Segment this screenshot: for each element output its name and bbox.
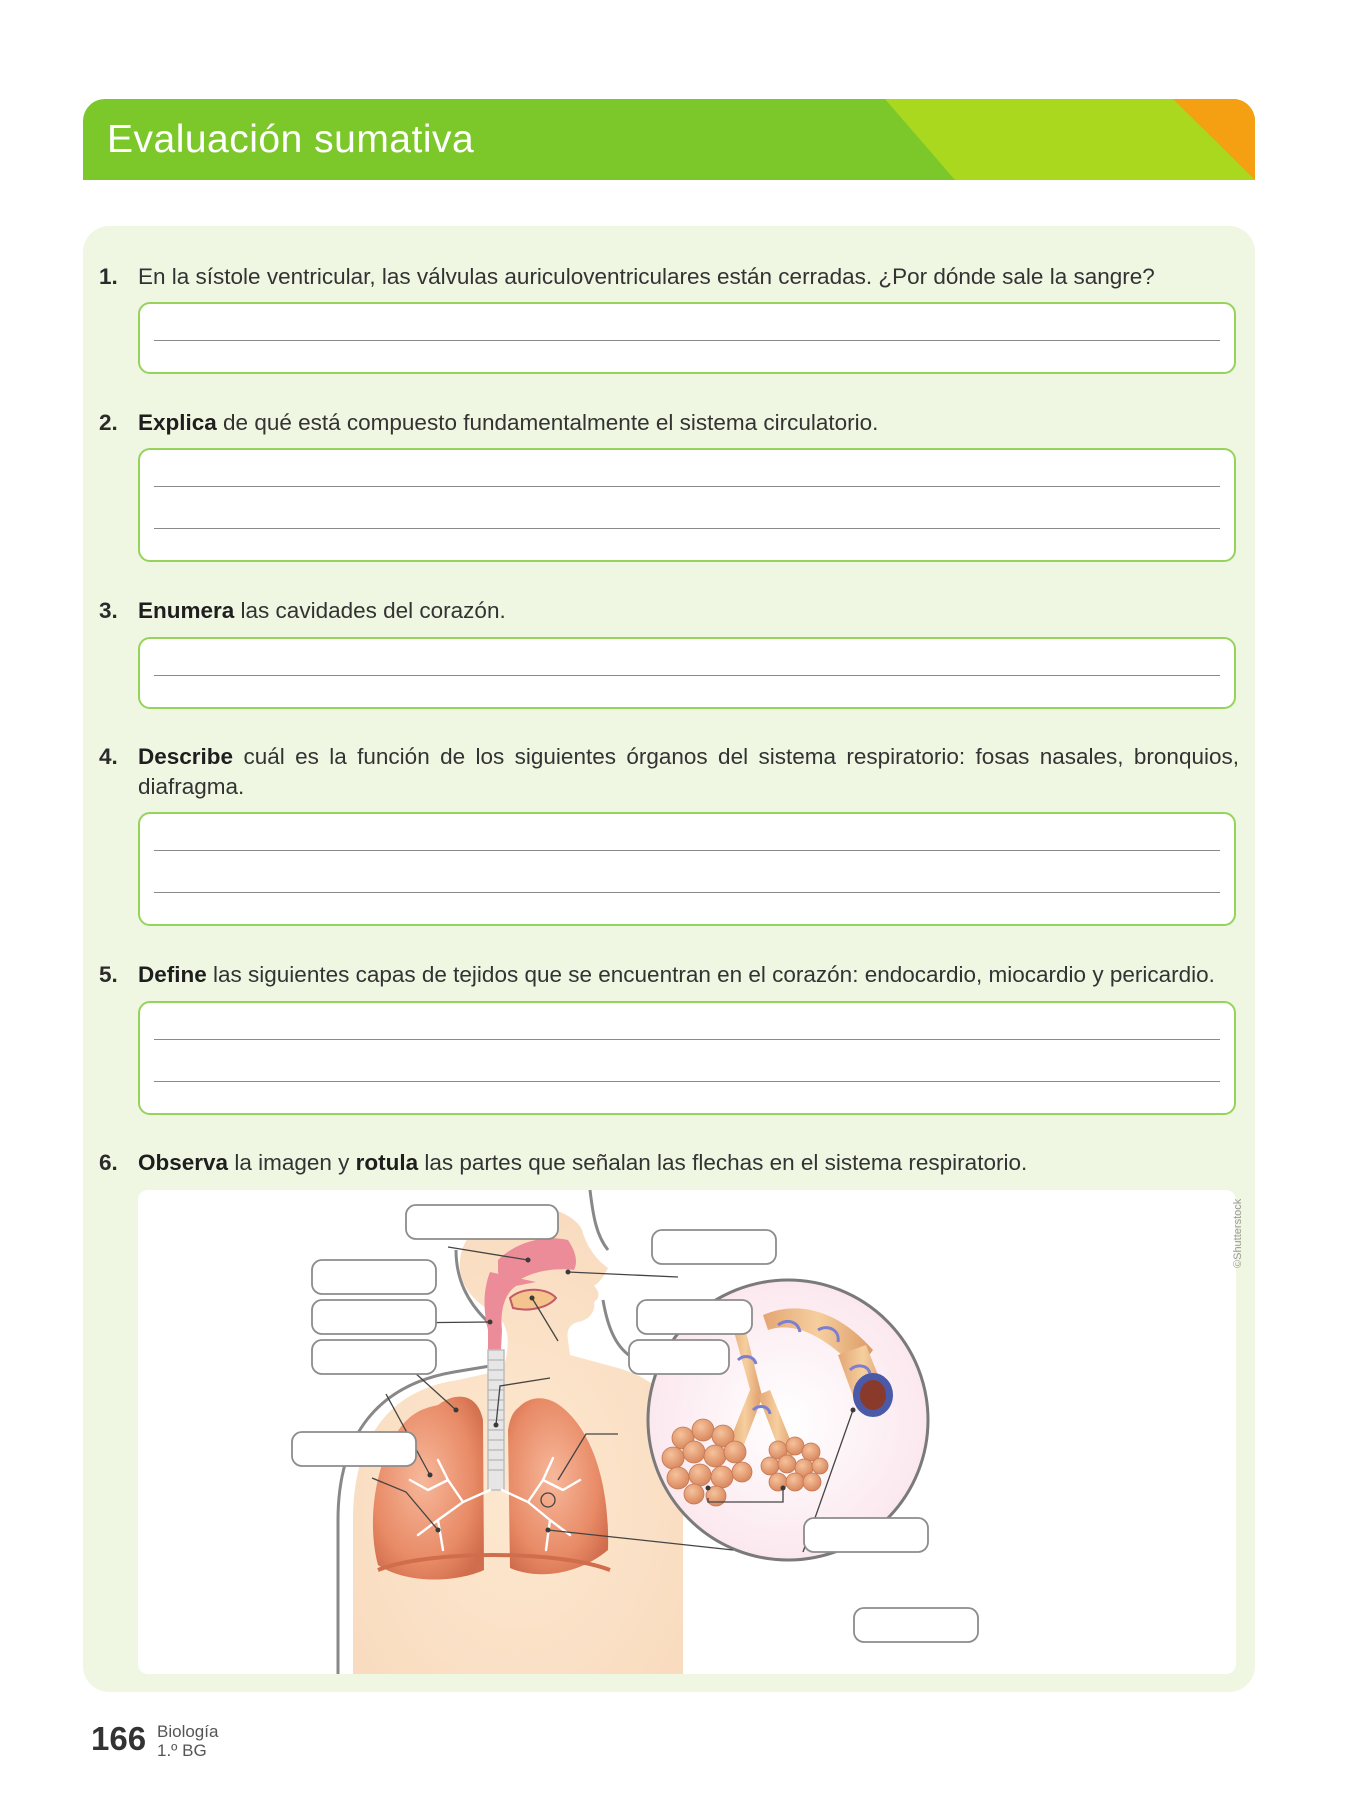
section-header bbox=[83, 99, 1255, 180]
respiratory-system-diagram bbox=[138, 1190, 1236, 1674]
label-box-pharynx[interactable] bbox=[312, 1260, 436, 1294]
page-number: 166 bbox=[91, 1720, 147, 1757]
answer-line bbox=[154, 675, 1220, 676]
label-box-larynx[interactable] bbox=[312, 1300, 436, 1334]
question-text: las cavidades del corazón. bbox=[234, 598, 506, 623]
neck-outline-right bbox=[590, 1190, 608, 1250]
question-4 bbox=[99, 742, 1239, 802]
question-1 bbox=[99, 262, 1239, 292]
subject-info bbox=[157, 1722, 218, 1760]
label-box-mouth[interactable] bbox=[637, 1300, 752, 1334]
label-box-nose[interactable] bbox=[652, 1230, 776, 1264]
answer-box-2[interactable] bbox=[138, 448, 1236, 562]
question-verb-2: rotula bbox=[355, 1150, 419, 1175]
question-text: En la sístole ventricular, las válvulas auriculoventriculares están cerradas. ¿Por dónde sale la sangre? bbox=[138, 264, 1155, 289]
answer-line bbox=[154, 1081, 1220, 1082]
dua-badge-subtitle: Acción y expresión bbox=[969, 45, 1181, 71]
dua-badge-title: DUA bbox=[1045, 12, 1105, 42]
question-2 bbox=[99, 408, 1239, 438]
question-number: 4. bbox=[99, 744, 118, 769]
question-5 bbox=[99, 960, 1239, 990]
question-text: de qué está compuesto fundamentalmente el sistema circulatorio. bbox=[216, 410, 879, 435]
section-title: Evaluación sumativa bbox=[107, 118, 475, 161]
answer-box-4[interactable] bbox=[138, 812, 1236, 926]
question-text: las partes que señalan las flechas en el sistema respiratorio. bbox=[418, 1150, 1028, 1175]
answer-line bbox=[154, 528, 1220, 529]
question-3 bbox=[99, 596, 1239, 626]
image-credit: ©Shutterstock bbox=[1232, 1198, 1244, 1268]
answer-line bbox=[154, 1039, 1220, 1040]
answer-box-1[interactable] bbox=[138, 302, 1236, 374]
question-text: las siguientes capas de tejidos que se encuentran en el corazón: endocardio, miocardio y pericardio. bbox=[206, 962, 1215, 987]
answer-box-5[interactable] bbox=[138, 1001, 1236, 1115]
question-number: 3. bbox=[99, 598, 118, 623]
question-6 bbox=[99, 1148, 1239, 1178]
question-number: 1. bbox=[99, 264, 118, 289]
label-box-nasal-cavity[interactable] bbox=[406, 1205, 558, 1239]
answer-line bbox=[154, 486, 1220, 487]
question-text: cuál es la función de los siguientes órganos del sistema respiratorio: fosas nasales, bronquios, diafragma. bbox=[138, 744, 1239, 799]
grade-level: 1.º BG bbox=[157, 1741, 207, 1760]
bronchiole-lumen bbox=[860, 1380, 886, 1410]
question-verb: Enumera bbox=[138, 598, 235, 623]
question-number: 2. bbox=[99, 410, 118, 435]
answer-line bbox=[154, 850, 1220, 851]
answer-line bbox=[154, 340, 1220, 341]
question-number: 5. bbox=[99, 962, 118, 987]
question-verb: Explica bbox=[138, 410, 217, 435]
question-number: 6. bbox=[99, 1150, 118, 1175]
question-verb: Observa bbox=[138, 1150, 229, 1175]
subject-name: Biología bbox=[157, 1722, 219, 1741]
answer-line bbox=[154, 892, 1220, 893]
question-verb: Define bbox=[138, 962, 207, 987]
label-box-alveoli[interactable] bbox=[804, 1518, 928, 1552]
label-box-lung[interactable] bbox=[292, 1432, 416, 1466]
label-box-bronchiole[interactable] bbox=[854, 1608, 978, 1642]
question-verb: Describe bbox=[138, 744, 234, 769]
label-box-bronchus[interactable] bbox=[312, 1340, 436, 1374]
answer-box-3[interactable] bbox=[138, 637, 1236, 709]
question-text: la imagen y bbox=[228, 1150, 356, 1175]
label-box-trachea[interactable] bbox=[629, 1340, 729, 1374]
